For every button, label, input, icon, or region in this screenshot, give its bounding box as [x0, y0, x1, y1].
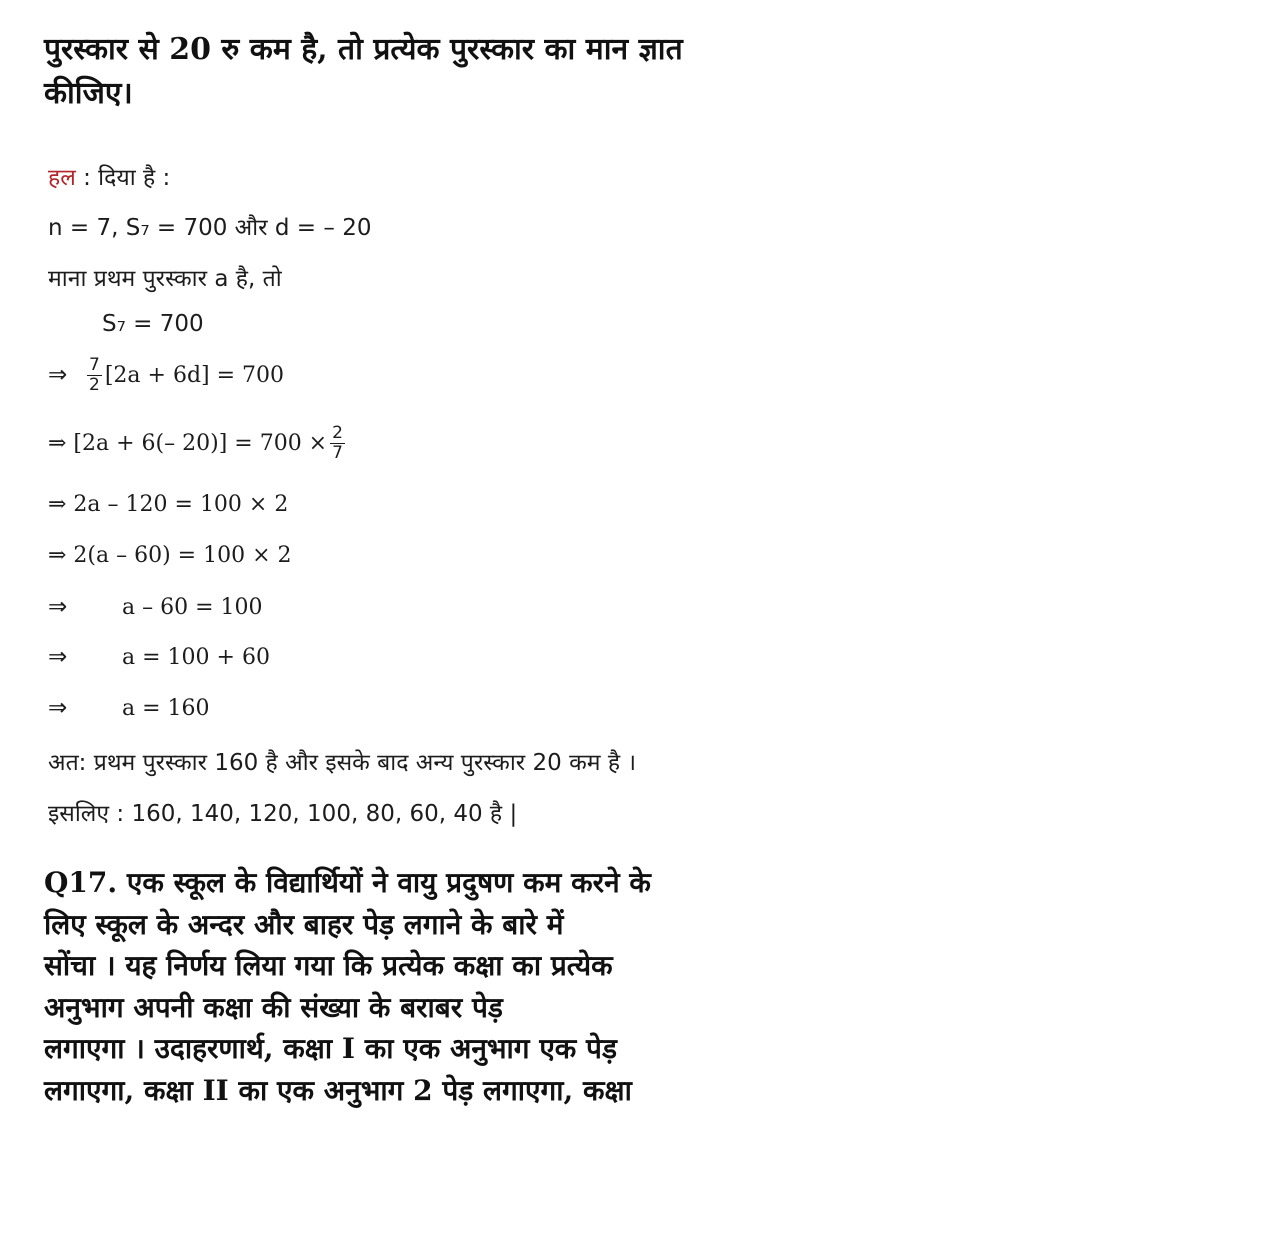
question-17-line-4: अनुभाग अपनी कक्षा की संख्या के बराबर पेड़: [44, 990, 503, 1024]
question-number: Q17.: [44, 866, 118, 899]
fraction-denominator: 7: [332, 443, 343, 463]
fraction-2-7: [330, 424, 345, 463]
s7-equation: S₇ = 700: [102, 311, 204, 337]
conclusion-line: अत: प्रथम पुरस्कार 160 है और इसके बाद अन्य पुरस्कार 20 कम है ।: [48, 750, 637, 776]
given-values: n = 7, S₇ = 700 और d = – 20: [48, 215, 372, 241]
step-6-expression: a = 100 + 60: [122, 645, 270, 670]
fraction-7-2: [87, 356, 102, 395]
step-3: ⇒ 2a – 120 = 100 × 2: [48, 492, 289, 517]
step-5: [48, 594, 263, 620]
assumption-line: माना प्रथम पुरस्कार a है, तो: [48, 266, 282, 292]
step-5-expression: a – 60 = 100: [122, 595, 263, 620]
question-text: एक स्कूल के विद्यार्थियों ने वायु प्रदुषण कम करने के: [126, 866, 651, 899]
fraction-numerator: 7: [89, 355, 100, 375]
question-17-line-5: लगाएगा । उदाहरणार्थ, कक्षा I का एक अनुभाग एक पेड़: [44, 1032, 617, 1065]
intro-text: [44, 28, 864, 116]
implies-arrow: ⇒: [48, 695, 68, 721]
question-17-line-2: लिए स्कूल के अन्दर और बाहर पेड़ लगाने के बारे में: [44, 907, 564, 941]
prize-list-line: इसलिए : 160, 140, 120, 100, 80, 60, 40 है |: [48, 801, 518, 827]
fraction-denominator: 2: [89, 375, 100, 395]
question-17-line-6: लगाएगा, कक्षा II का एक अनुभाग 2 पेड़ लगाएगा, कक्षा: [44, 1073, 632, 1107]
fraction-numerator: 2: [332, 423, 343, 443]
solution-header: [48, 160, 170, 192]
step-6: [48, 644, 270, 670]
step-4: ⇒ 2(a – 60) = 100 × 2: [48, 543, 292, 568]
step-1-expression: [2a + 6d] = 700: [104, 363, 285, 388]
intro-line-2: कीजिए।: [44, 76, 133, 111]
step-2-expression: ⇒ [2a + 6(– 20)] = 700 ×: [48, 431, 328, 456]
implies-arrow: ⇒: [48, 644, 68, 670]
step-7: [48, 695, 210, 721]
question-17: [44, 862, 844, 1111]
intro-line-1: पुरस्कार से 20 रु कम है, तो प्रत्येक पुरस्कार का मान ज्ञात: [44, 32, 683, 67]
step-7-expression: a = 160: [122, 696, 210, 721]
implies-arrow: ⇒: [48, 594, 68, 620]
question-17-line-3: सोंचा । यह निर्णय लिया गया कि प्रत्येक कक्षा का प्रत्येक: [44, 949, 613, 982]
implies-arrow: ⇒: [48, 362, 68, 388]
step-1: [48, 356, 284, 395]
step-2: [48, 424, 348, 463]
solution-label: हल: [48, 165, 76, 191]
given-label: : दिया है :: [75, 165, 171, 191]
question-17-line-1: [44, 862, 844, 904]
